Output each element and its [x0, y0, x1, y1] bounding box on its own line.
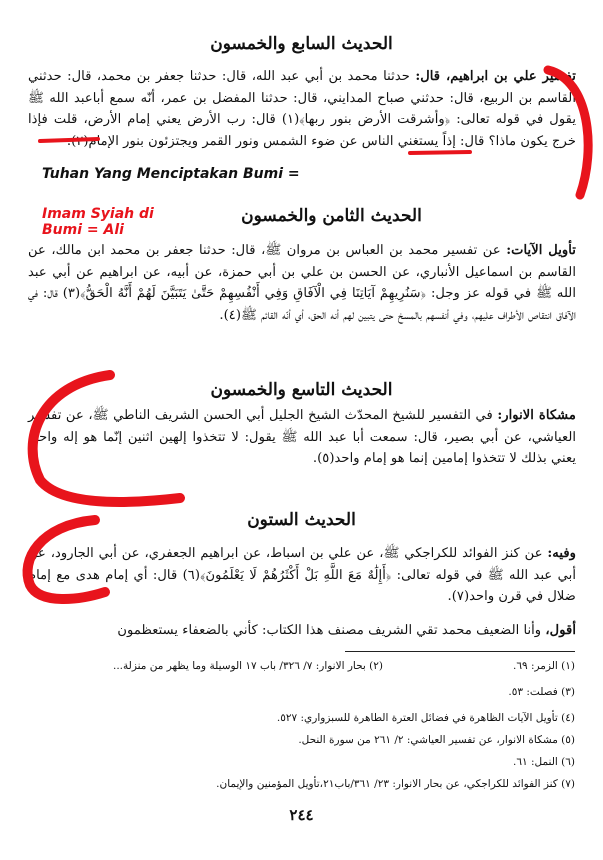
hadith-60-lead: وفيه:: [547, 546, 576, 561]
red-underline-imam: [410, 152, 470, 153]
footnote-3: (٣) فصلت: ٥٣.: [508, 686, 575, 698]
hadith-58-heading: الحديث الثامن والخمسون: [241, 206, 422, 226]
annotation-note-1: Tuhan Yang Menciptakan Bumi =: [42, 166, 300, 182]
hadith-58-body: عن تفسير محمد بن العباس بن مروان ﷺ، قال: حدثنا جعفر بن محمد ابن مالك، عن القاسم بن اسماعيل الأنباري، عن الحسن بن علي بن أبي حمزة، عن أبيه، عن ابراهيم عن أبي عبد الله ﷺ في قوله عز وجل: ﴿سَنُرِيهِمْ آيَاتِنَا فِي الْآفَاقِ وَفِي أَنْفُسِهِمْ حَتَّىٰ يَتَبَيَّنَ لَهُمْ أَنَّهُ الْحَقُّ﴾(٣) قال: في الآفاق انتقاص الأطراف عليهم، وفي أنفسهم بالمسخ حتى يتبين لهم أنه الحق، أي أنّه القائم ﷺ(٤).: [28, 243, 576, 323]
footnote-1: (١) الزمر: ٦٩.: [512, 660, 575, 672]
red-bracket-hadith-59: [33, 375, 180, 502]
author-comment-lead: أقول،: [545, 623, 576, 638]
hadith-57-heading: الحديث السابع والخمسون: [210, 34, 393, 54]
annotation-note-2: Imam Syiah di Bumi = Ali: [42, 206, 154, 238]
page-number: ٢٤٤: [289, 806, 314, 824]
hadith-58-lead: تأويل الآيات:: [506, 243, 576, 258]
footnote-5: (٥) مشكاة الانوار، عن تفسير العياشي: ٢/ ٢٦١ من سورة النحل.: [298, 734, 575, 746]
footnote-6: (٦) النمل: ٦١.: [513, 756, 575, 768]
hadith-59-body: في التفسير للشيخ المحدّث الشيخ الجليل أبي الحسن الشريف الناطي ﷺ، عن تفسير العياشي، عن أبي بصير، قال: سمعت أبا عبد الله ﷺ يقول: لا تتخذوا إلهين اثنين إنّما هو إله واحد، يعني بذلك لا تتخذوا إمامين إنما هو إمام واحد(٥).: [28, 408, 576, 466]
hadith-60-body: عن كنز الفوائد للكراجكي ﷺ، عن علي بن اسباط، عن ابراهيم الجعفري، عن أبي الجارود، عن أبي عبد الله ﷺ في قوله تعالى: ﴿أَإِلَٰهٌ مَعَ اللَّهِ بَلْ أَكْثَرُهُمْ لَا يَعْلَمُونَ﴾(٦) قال: أي إمام هدى مع إمام ضلال في قرن واحد(٧).: [28, 546, 576, 604]
hadith-60-heading: الحديث الستون: [247, 510, 356, 530]
red-bracket-hadith-57: [548, 70, 588, 195]
hadith-59-heading: الحديث التاسع والخمسون: [210, 380, 393, 400]
footnote-4: (٤) تأويل الآيات الظاهرة في فضائل العترة الطاهرة للسبزواري: ٥٢٧.: [276, 712, 575, 724]
footnote-2: (٢) بحار الانوار: ٧/ ٣٢٦/ باب ١٧ الوسيلة وما يظهر من منزلة...: [113, 660, 383, 672]
red-bracket-hadith-60: [28, 520, 105, 599]
footnote-7: (٧) كنز الفوائد للكراجكي، عن بحار الانوار: ٢٣/ ٣٦١/باب٢١،تأويل المؤمنين والإيمان.: [216, 778, 575, 790]
hadith-57-body: حدثنا محمد بن أبي عبد الله، قال: حدثنا جعفر بن محمد، قال: حدثني القاسم بن الربيع، قال: حدثني صباح المدايني، قال: حدثنا المفضل بن عمر، أنّه سمع أباعبد الله ﷺ يقول في قوله تعالى: ﴿وأشرقت الأرض بنور ربها﴾(١) قال: رب الأرض يعني إمام الأرض، قلت فإذا خرج يكون ماذا؟ قال: إذاً يستغني الناس عن ضوء الشمس ونور القمر ويجتزئون بنور الإمام(٢).: [28, 69, 576, 149]
hadith-59-lead: مشكاة الانوار:: [497, 408, 576, 423]
hadith-57-lead: تفسير علي بن ابراهيم، قال:: [415, 69, 576, 84]
author-comment-body: وأنا الضعيف محمد تقي الشريف مصنف هذا الكتاب: كأني بالضعفاء يستعظمون: [117, 623, 542, 638]
red-underline-rab: [40, 139, 98, 141]
